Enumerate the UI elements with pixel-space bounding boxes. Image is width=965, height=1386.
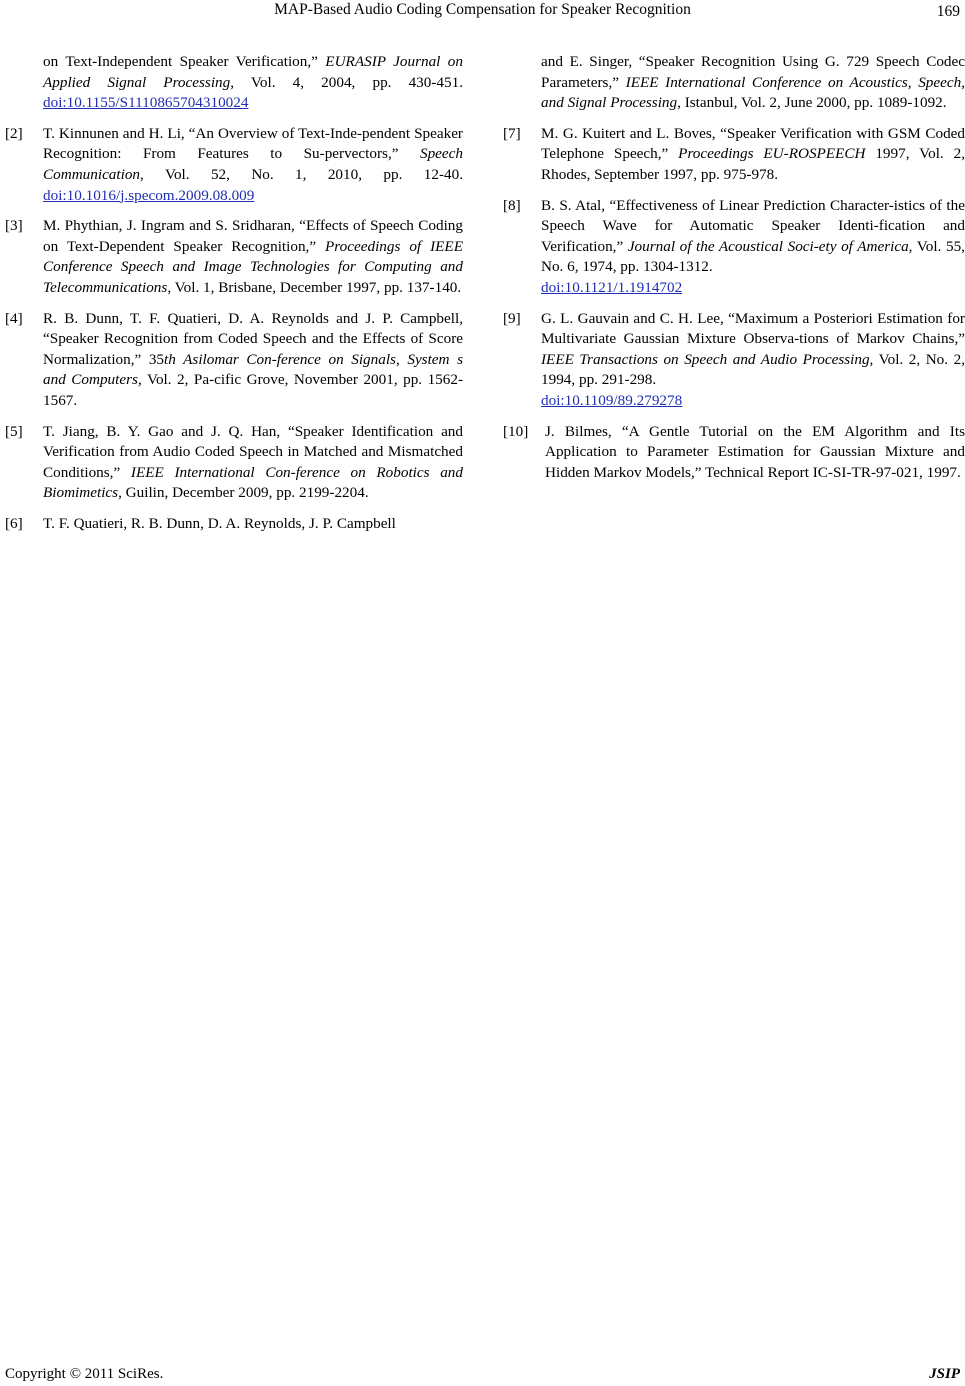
ref-text: ,: [907, 73, 919, 91]
reference-2: [5, 124, 463, 206]
ref-number: [2]: [5, 124, 23, 142]
ref-text: T. Jiang, B. Y. Gao and J. Q. Han, “Speaker Identification and Verification from Audio Coded Speech in Matched and Mismatched Conditions,”: [43, 422, 463, 481]
ref-text: ,: [961, 73, 965, 91]
ref-text: , Vol. 4, 2004, pp. 430-451.: [230, 73, 464, 91]
ref-text: , Istanbul, Vol. 2, June 2000, pp. 1089-1092.: [677, 94, 947, 112]
ref-text: R. B. Dunn, T. F. Quatieri, D. A. Reynolds and J. P. Campbell, “Speaker Recognition from Coded Speech and the Effects of Score Normalization,” 35: [43, 309, 463, 368]
reference-10: [503, 422, 965, 484]
ref-venue: Speech Communication: [43, 145, 463, 183]
ref-text: on Text-Independent Speaker Verification,”: [43, 53, 326, 70]
ref-venue: Proceedings of IEEE Conference Speech and Image Technologies for Computing and Telecommunications: [43, 237, 463, 296]
reference-continued: [503, 52, 965, 114]
ref-text: B. S. Atal, “Effectiveness of Linear Prediction Character-istics of the Speech Wave for Automatic Speaker Identi-fication and Verification,”: [541, 196, 965, 255]
ref-text: M. Phythian, J. Ingram and S. Sridharan, “Effects of Speech Coding on Text-Dependent Speaker Recognition,”: [43, 217, 463, 255]
ref-text: , Vol. 1, Brisbane, December 1997, pp. 137-140.: [167, 278, 462, 296]
reference-4: [5, 309, 463, 412]
doi-link[interactable]: doi:10.1109/89.279278: [541, 391, 683, 409]
reference-8: [503, 196, 965, 299]
reference-6: [5, 514, 463, 535]
doi-link[interactable]: doi:10.1016/j.specom.2009.08.009: [43, 186, 255, 204]
left-column: [5, 52, 463, 544]
page-number: 169: [936, 3, 960, 20]
ref-text: , Guilin, December 2009, pp. 2199-2204.: [118, 484, 369, 502]
copyright-text: Copyright © 2011 SciRes.: [5, 1366, 164, 1382]
ref-text: , Vol. 2, No. 2, 1994, pp. 291-298.: [541, 350, 965, 389]
ref-text: T. Kinnunen and H. Li, “An Overview of Text-Inde-pendent Speaker Recognition: From Features to Su-pervectors,”: [43, 124, 463, 163]
ref-venue: System s and Computers: [43, 350, 463, 389]
reference-7: [503, 124, 965, 186]
reference-continued: [5, 52, 463, 114]
doi-link[interactable]: doi:10.1155/S1110865704310024: [43, 94, 249, 112]
ref-venue: IEEE International Conference on Acoustics: [625, 73, 908, 91]
ref-number: [4]: [5, 309, 23, 327]
ref-venue: th Asilomar Con-ference on Signals: [164, 350, 396, 368]
ref-text: , Vol. 52, No. 1, 2010, pp. 12-40.: [140, 165, 463, 183]
page-header: [0, 0, 965, 24]
reference-5: [5, 422, 463, 504]
ref-venue: and Signal Processing: [541, 94, 678, 112]
ref-text: T. F. Quatieri, R. B. Dunn, D. A. Reynolds, J. P. Campbell: [43, 514, 396, 532]
ref-text: , Vol. 55, No. 6, 1974, pp. 1304-1312.: [541, 237, 965, 276]
ref-text: G. L. Gauvain and C. H. Lee, “Maximum a Posteriori Estimation for Multivariate Gaussian Mixture Observa-tions of Markov Chains,”: [541, 309, 965, 348]
ref-venue: IEEE Transactions on Speech and Audio Processing: [541, 350, 870, 368]
ref-text: J. Bilmes, “A Gentle Tutorial on the EM Algorithm and Its Application to Parameter Estimation for Gaussian Mixture and Hidden Markov Models,” Technical Report IC-SI-TR-97-021, 1997.: [545, 422, 965, 481]
ref-number: [9]: [503, 309, 521, 327]
reference-3: [5, 216, 463, 298]
ref-venue: IEEE International Con-ference on Robotics and Biomimetics: [43, 463, 463, 502]
ref-text: and E. Singer, “Speaker Recognition Using G. 729 Speech Codec Parameters,”: [541, 53, 965, 91]
ref-number: [6]: [5, 514, 23, 532]
ref-venue: Proceedings EU-ROSPEECH: [678, 145, 866, 163]
ref-number: [3]: [5, 217, 23, 235]
doi-link[interactable]: doi:10.1121/1.1914702: [541, 278, 683, 296]
ref-text: ,: [395, 350, 408, 368]
ref-number: [5]: [5, 422, 23, 440]
ref-number: [8]: [503, 196, 521, 214]
ref-venue: Journal of the Acoustical Soci-ety of America: [627, 237, 909, 255]
reference-9: [503, 309, 965, 412]
journal-name: JSIP: [929, 1366, 960, 1382]
ref-text: 1997, Vol. 2, Rhodes, September 1997, pp. 975-978.: [541, 145, 965, 183]
ref-number: [10]: [503, 422, 529, 440]
ref-text: M. G. Kuitert and L. Boves, “Speaker Verification with GSM Coded Telephone Speech,”: [541, 124, 965, 163]
ref-venue: EURASIP Journal on Applied Signal Processing: [43, 53, 463, 91]
running-title: MAP-Based Audio Coding Compensation for Speaker Recognition: [274, 1, 691, 18]
page-footer: [0, 1364, 965, 1386]
ref-venue: Speech: [918, 73, 962, 91]
ref-number: [7]: [503, 124, 521, 142]
ref-text: , Vol. 2, Pa-cific Grove, November 2001, pp. 1562-1567.: [43, 371, 463, 409]
right-column: [503, 52, 965, 493]
